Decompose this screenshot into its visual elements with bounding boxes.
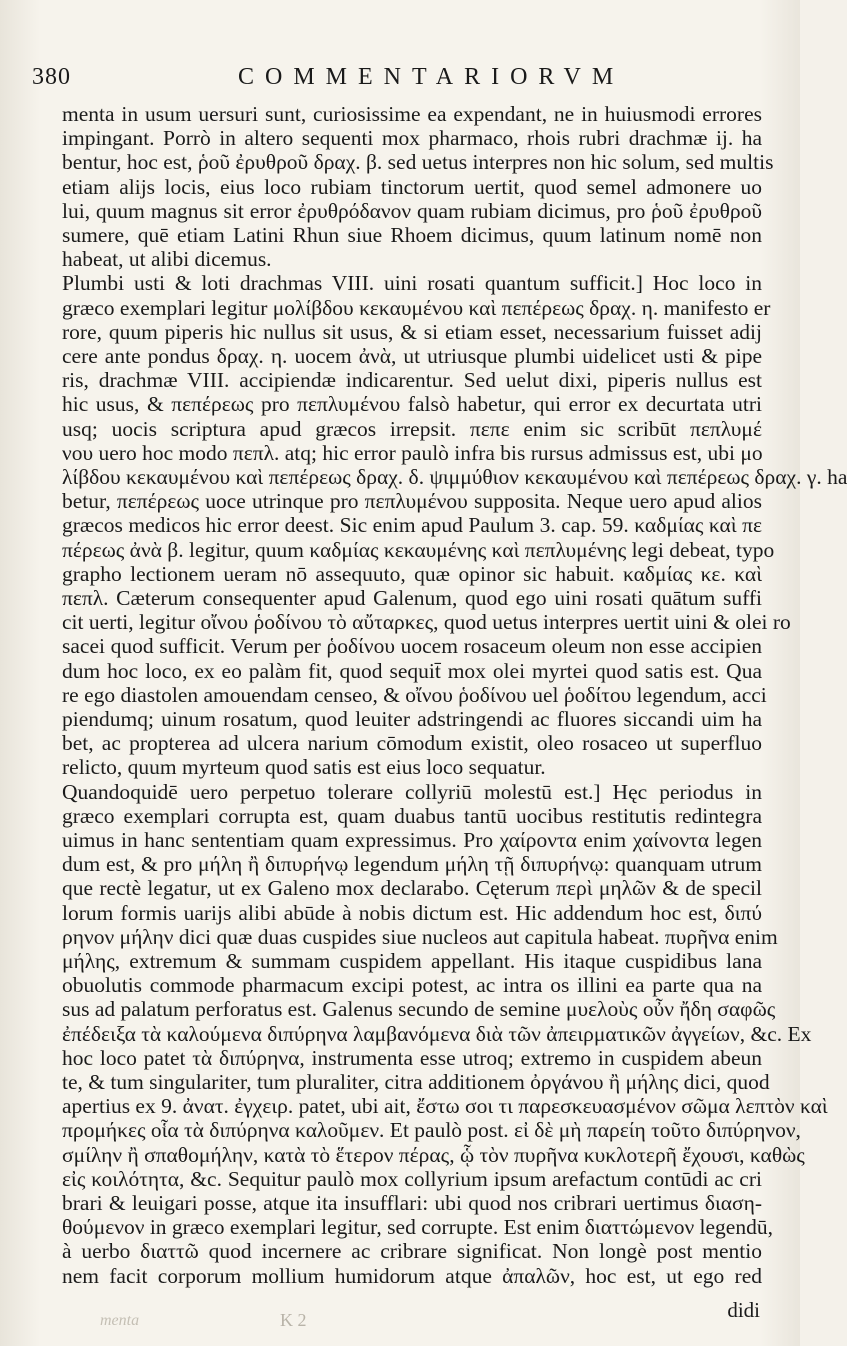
text-line: etiam alijs locis, eius loco rubiam tinctorum uertit, quod semel admonere uo bbox=[62, 174, 762, 199]
text-line: sumere, quē etiam Latini Rhun siue Rhoem dicimus, quum latinum nomē non bbox=[62, 223, 762, 247]
text-line: grapho lectionem ueram nō assequuto, quæ opinor sic habuit. καδμίας κε. καὶ bbox=[62, 561, 762, 586]
text-line: ris, drachmæ VIII. accipiendæ indicarentur. Sed uelut dixi, piperis nullus est bbox=[62, 368, 762, 393]
text-line: σμίλην ἢ σπαθομήλην, κατὰ τὸ ἕτερον πέρας, ᾧ τὸν πυρῆνα κυκλοτερῆ ἔχουσι, καθὼς bbox=[62, 1142, 805, 1167]
page-footer bbox=[100, 1298, 760, 1340]
text-line: usq; uocis scriptura apud græcos irrepsit. πεπε enim sic scribūt πεπλυμέ bbox=[62, 416, 762, 441]
text-line: te, & tum singulariter, tum pluraliter, citra additionem ὀργάνου ἢ μήλης dici, quod bbox=[62, 1070, 770, 1094]
text-line: θούμενον in græco exemplari legitur, sed corrupte. Est enim διαττώμενον legendū, bbox=[62, 1215, 773, 1240]
text-line: πέρεως ἀνὰ β. legitur, quum καδμίας κεκαυμένης καὶ πεπλυμένης legi debeat, typo bbox=[62, 537, 775, 562]
text-line: πεπλ. Cæterum consequenter apud Galenum, quod ego uini rosati quātum suffi bbox=[62, 586, 762, 610]
bleed-through-text: menta bbox=[100, 1312, 140, 1329]
text-line: hoc loco patet τὰ διπύρηνα, instrumenta esse utroq; extremo in cuspidem abeun bbox=[62, 1045, 762, 1070]
body-text bbox=[62, 100, 847, 1300]
text-line: προμήκες οἷα τὰ διπύρηνα καλοῦμεν. Et paulò post. εἰ δὲ μὴ παρείη τοῦτο διπύρηνον, bbox=[62, 1118, 801, 1143]
text-line: brari & leuigari posse, atque ita insufflari: ubi quod nos cribrari uertimus διαση- bbox=[62, 1191, 762, 1215]
page-number: 380 bbox=[32, 64, 71, 90]
catchword: didi bbox=[727, 1298, 760, 1322]
text-line: lorum formis uarijs alibi abūde à nobis dictum est. Hic addendum hoc est, διπύ bbox=[62, 900, 762, 925]
text-line: εἰς κοιλότητα, &c. Sequitur paulò mox collyrium ipsum arefactum contūdi ac cri bbox=[62, 1166, 762, 1191]
text-line: sus ad palatum perforatus est. Galenus secundo de semine μυελοὺς οὖν ἤδη σαφῶς bbox=[62, 997, 776, 1022]
text-line: bet, ac propterea ad ulcera narium cōmodum existit, oleo rosaceo ut superfluo bbox=[62, 731, 762, 756]
text-line: re ego diastolen amouendam censeo, & οἴνου ῥοδίνου uel ῥοδίτου legendum, acci bbox=[62, 682, 767, 707]
text-line: dum hoc loco, ex eo palàm fit, quod sequit̄ mox olei myrtei quod satis est. Qua bbox=[62, 658, 762, 683]
signature-mark: K 2 bbox=[280, 1310, 307, 1330]
text-line: Plumbi usti & loti drachmas VIII. uini rosati quantum sufficit.] Hoc loco in bbox=[62, 271, 762, 296]
text-line: μήλης, extremum & summam cuspidem appellant. His itaque cuspidibus lana bbox=[62, 949, 762, 973]
text-line: cit uerti, legitur οἴνου ῥοδίνου τὸ αὔταρκες, quod uetus interpres uertit uini & olei ro bbox=[62, 610, 791, 635]
text-line: cere ante pondus δραχ. η. uocem ἀνὰ, ut utriusque plumbi uidelicet usti & pipe bbox=[62, 344, 762, 368]
text-line: sacei quod sufficit. Verum per ῥοδίνου uocem rosaceum oleum non esse accipien bbox=[62, 634, 762, 659]
text-line: relicto, quum myrteum quod satis est eius loco sequatur. bbox=[62, 755, 546, 780]
text-line: Quandoquidē uero perpetuo tolerare collyriū molestū est.] Hęc periodus in bbox=[62, 779, 762, 804]
text-line: que rectè legatur, ut ex Galeno mox declarabo. Cęterum περὶ μηλῶν & de specil bbox=[62, 876, 762, 901]
text-line: græco exemplari corrupta est, quam duabus tantū uocibus restitutis redintegra bbox=[62, 803, 762, 828]
text-line: ρηνον μήλην dici quæ duas cuspides siue nucleos aut capitula habeat. πυρῆνα enim bbox=[62, 924, 778, 949]
text-line: habeat, ut alibi dicemus. bbox=[62, 247, 272, 272]
text-line: piendumq; uinum rosatum, quod leuiter adstringendi ac fluores siccandi uim ha bbox=[62, 707, 762, 731]
text-line: græcos medicos hic error deest. Sic enim apud Paulum 3. cap. 59. καδμίας καὶ πε bbox=[62, 513, 762, 538]
text-line: græco exemplari legitur μολίβδου κεκαυμένου καὶ πεπέρεως δραχ. η. manifesto er bbox=[62, 295, 771, 320]
text-line: obuolutis commode pharmacum excipi potest, ac intra os illini ea parte qua na bbox=[62, 973, 762, 998]
page-header bbox=[30, 64, 770, 96]
text-line: menta in usum uersuri sunt, curiosissime ea expendant, ne in huiusmodi errores bbox=[62, 102, 762, 126]
text-line: apertius ex 9. ἀνατ. ἐγχειρ. patet, ubi ait, ἔστω σοι τι παρεσκευασμένον σῶμα λεπτὸν καὶ bbox=[62, 1094, 828, 1119]
text-line: nem facit corporum mollium humidorum atque ἀπαλῶν, hoc est, ut ego red bbox=[62, 1263, 762, 1288]
text-line: rore, quum piperis hic nullus sit usus, & si etiam esset, necessarium fuisset adij bbox=[62, 319, 762, 344]
text-line: impingant. Porrò in altero sequenti mox pharmaco, rhois rubri drachmæ ij. ha bbox=[62, 126, 762, 151]
running-head: COMMENTARIORVM bbox=[238, 64, 625, 90]
text-line: lui, quum magnus sit error ἐρυθρόδανον quam rubiam dicimus, pro ῥοῦ ἐρυθροῦ bbox=[62, 198, 762, 223]
text-line: hic usus, & πεπέρεως pro πεπλυμένου falsò habetur, qui error ex decurtata utri bbox=[62, 392, 762, 417]
text-line: ἐπέδειξα τὰ καλούμενα διπύρηνα λαμβανόμενα διὰ τῶν ἀπειρματικῶν ἀγγείων, &c. Ex bbox=[62, 1021, 812, 1046]
text-line: dum est, & pro μήλη ἢ διπυρήνῳ legendum μήλη τῇ διπυρήνῳ: quanquam utrum bbox=[62, 852, 762, 877]
text-line: uimus in hanc sententiam quam expressimus. Pro χαίροντα enim χαίνοντα legen bbox=[62, 828, 762, 852]
text-line: betur, πεπέρεως uoce utrinque pro πεπλυμένου supposita. Neque uero apud alios bbox=[62, 489, 762, 514]
text-line: bentur, hoc est, ῥοῦ ἐρυθροῦ δραχ. β. sed uetus interpres non hic solum, sed multis bbox=[62, 150, 774, 175]
text-line: νου uero hoc modo πεπλ. atq; hic error paulò infra bis rursus admissus est, ubi μο bbox=[62, 440, 763, 465]
text-line: à uerbo διαττῶ quod incernere ac cribrare significat. Non longè post mentio bbox=[62, 1239, 762, 1264]
text-line: λίβδου κεκαυμένου καὶ πεπέρεως δραχ. δ. ψιμμύθιον κεκαυμένου καὶ πεπέρεως δραχ. γ. ha bbox=[62, 465, 847, 489]
